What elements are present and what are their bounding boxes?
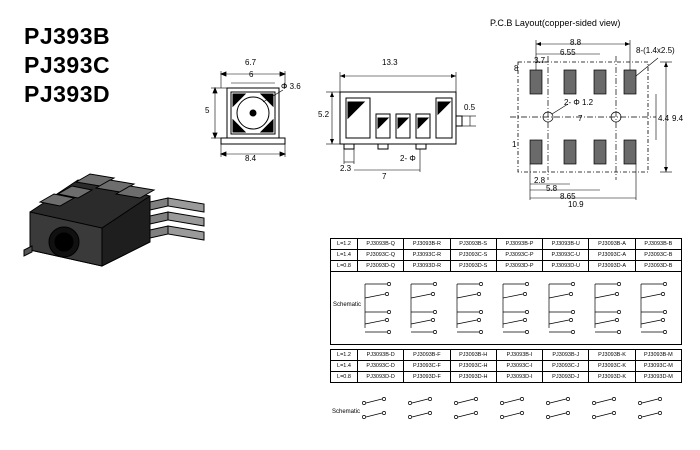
pcb-dim-9-4: 9.4 <box>672 114 684 123</box>
part-number-cell: PJ3093B-B <box>635 239 681 250</box>
row-length-label: L=1.4 <box>331 361 358 372</box>
front-view-drawing <box>205 58 315 178</box>
part-number-cell: PJ3093D-H <box>450 372 496 383</box>
variant-table-bottom <box>330 349 682 383</box>
pcb-note-8-holes: 8-(1.4x2.5) <box>636 46 675 55</box>
pcb-dim-4-4: 4.4 <box>658 114 670 123</box>
part-number-cell: PJ3093D-I <box>496 372 542 383</box>
row-length-label: L=0.8 <box>331 261 358 272</box>
part-number-cell: PJ3093D-P <box>496 261 542 272</box>
pcb-dim-3-7: 3.7 <box>534 56 546 65</box>
front-dim-6: 6 <box>249 70 254 79</box>
part-number-cell: PJ3093D-D <box>358 372 404 383</box>
side-dim-13-3: 13.3 <box>382 58 398 67</box>
side-dim-2-3: 2.3 <box>340 164 352 173</box>
part-variant-table <box>330 238 682 443</box>
pcb-pin-1-label: 1 <box>512 140 517 149</box>
part-number-cell: PJ3093C-B <box>635 250 681 261</box>
part-number-cell: PJ3093B-K <box>589 350 635 361</box>
pcb-dim-8-8: 8.8 <box>570 38 582 47</box>
table-row <box>331 350 682 361</box>
part-number-cell: PJ3093C-Q <box>358 250 404 261</box>
part-title-2: PJ393C <box>24 52 111 78</box>
part-number-cell: PJ3093B-M <box>635 350 681 361</box>
part-number-cell: PJ3093C-I <box>496 361 542 372</box>
side-dim-0-5: 0.5 <box>464 103 476 112</box>
part-number-cell: PJ3093B-R <box>404 239 450 250</box>
part-number-cell: PJ3093C-F <box>404 361 450 372</box>
part-number-cell: PJ3093B-H <box>450 350 496 361</box>
table-row <box>331 250 682 261</box>
table-row <box>331 261 682 272</box>
part-number-cell: PJ3093C-J <box>543 361 589 372</box>
pcb-note-2-phi-1-2: 2- Φ 1.2 <box>564 98 594 107</box>
part-title-1: PJ393B <box>24 23 111 49</box>
part-number-titles <box>24 22 110 109</box>
part-number-cell: PJ3093B-P <box>496 239 542 250</box>
part-number-cell: PJ3093C-A <box>589 250 635 261</box>
pcb-dim-5-8: 5.8 <box>546 184 558 193</box>
part-number-cell: PJ3093C-K <box>589 361 635 372</box>
part-number-cell: PJ3093D-M <box>635 372 681 383</box>
row-length-label: L=1.4 <box>331 250 358 261</box>
part-number-cell: PJ3093D-A <box>589 261 635 272</box>
table-row <box>331 239 682 250</box>
part-number-cell: PJ3093D-J <box>543 372 589 383</box>
part-number-cell: PJ3093D-K <box>589 372 635 383</box>
front-dim-8-4: 8.4 <box>245 154 257 163</box>
front-dim-6-7: 6.7 <box>245 58 257 67</box>
pcb-dim-2-8: 2.8 <box>534 176 546 185</box>
pcb-dim-7: 7 <box>578 114 583 123</box>
part-number-cell: PJ3093D-F <box>404 372 450 383</box>
side-dim-7: 7 <box>382 172 387 181</box>
pcb-dim-10-9: 10.9 <box>568 200 584 209</box>
part-number-cell: PJ3093C-U <box>543 250 589 261</box>
row-length-label: L=0.8 <box>331 372 358 383</box>
part-number-cell: PJ3093B-F <box>404 350 450 361</box>
part-number-cell: PJ3093B-S <box>450 239 496 250</box>
part-number-cell: PJ3093C-D <box>358 361 404 372</box>
part-number-cell: PJ3093C-R <box>404 250 450 261</box>
table-row <box>331 372 682 383</box>
pcb-pin-8-label: 8 <box>514 64 519 73</box>
part-number-cell: PJ3093D-S <box>450 261 496 272</box>
part-number-cell: PJ3093D-Q <box>358 261 404 272</box>
pcb-dim-6-55: 6.55 <box>560 48 576 57</box>
part-number-cell: PJ3093B-Q <box>358 239 404 250</box>
side-dim-hole: 2- Φ <box>400 154 416 163</box>
row-length-label: L=1.2 <box>331 239 358 250</box>
part-title-3: PJ393D <box>24 81 111 107</box>
pcb-dim-8-65: 8.65 <box>560 192 576 201</box>
part-number-cell: PJ3093C-H <box>450 361 496 372</box>
schematic-label-top: Schematic <box>333 302 362 308</box>
part-number-cell: PJ3093B-D <box>358 350 404 361</box>
part-number-cell: PJ3093B-J <box>543 350 589 361</box>
variant-table-top <box>330 238 682 272</box>
part-number-cell: PJ3093D-R <box>404 261 450 272</box>
schematic-label-bottom: Schematic <box>332 409 361 415</box>
part-number-cell: PJ3093D-B <box>635 261 681 272</box>
front-dim-hole-diameter: Φ 3.6 <box>281 82 301 91</box>
side-dim-5-2: 5.2 <box>318 110 330 119</box>
part-number-cell: PJ3093B-U <box>543 239 589 250</box>
front-dim-5: 5 <box>205 106 210 115</box>
part-number-cell: PJ3093B-A <box>589 239 635 250</box>
side-view-drawing <box>320 58 485 183</box>
pcb-layout-drawing <box>490 18 690 218</box>
part-number-cell: PJ3093C-P <box>496 250 542 261</box>
part-number-cell: PJ3093D-U <box>543 261 589 272</box>
part-number-cell: PJ3093C-S <box>450 250 496 261</box>
table-row <box>331 361 682 372</box>
pcb-layout-title: P.C.B Layout(copper-sided view) <box>490 18 621 28</box>
row-length-label: L=1.2 <box>331 350 358 361</box>
part-number-cell: PJ3093B-I <box>496 350 542 361</box>
part-number-cell: PJ3093C-M <box>635 361 681 372</box>
